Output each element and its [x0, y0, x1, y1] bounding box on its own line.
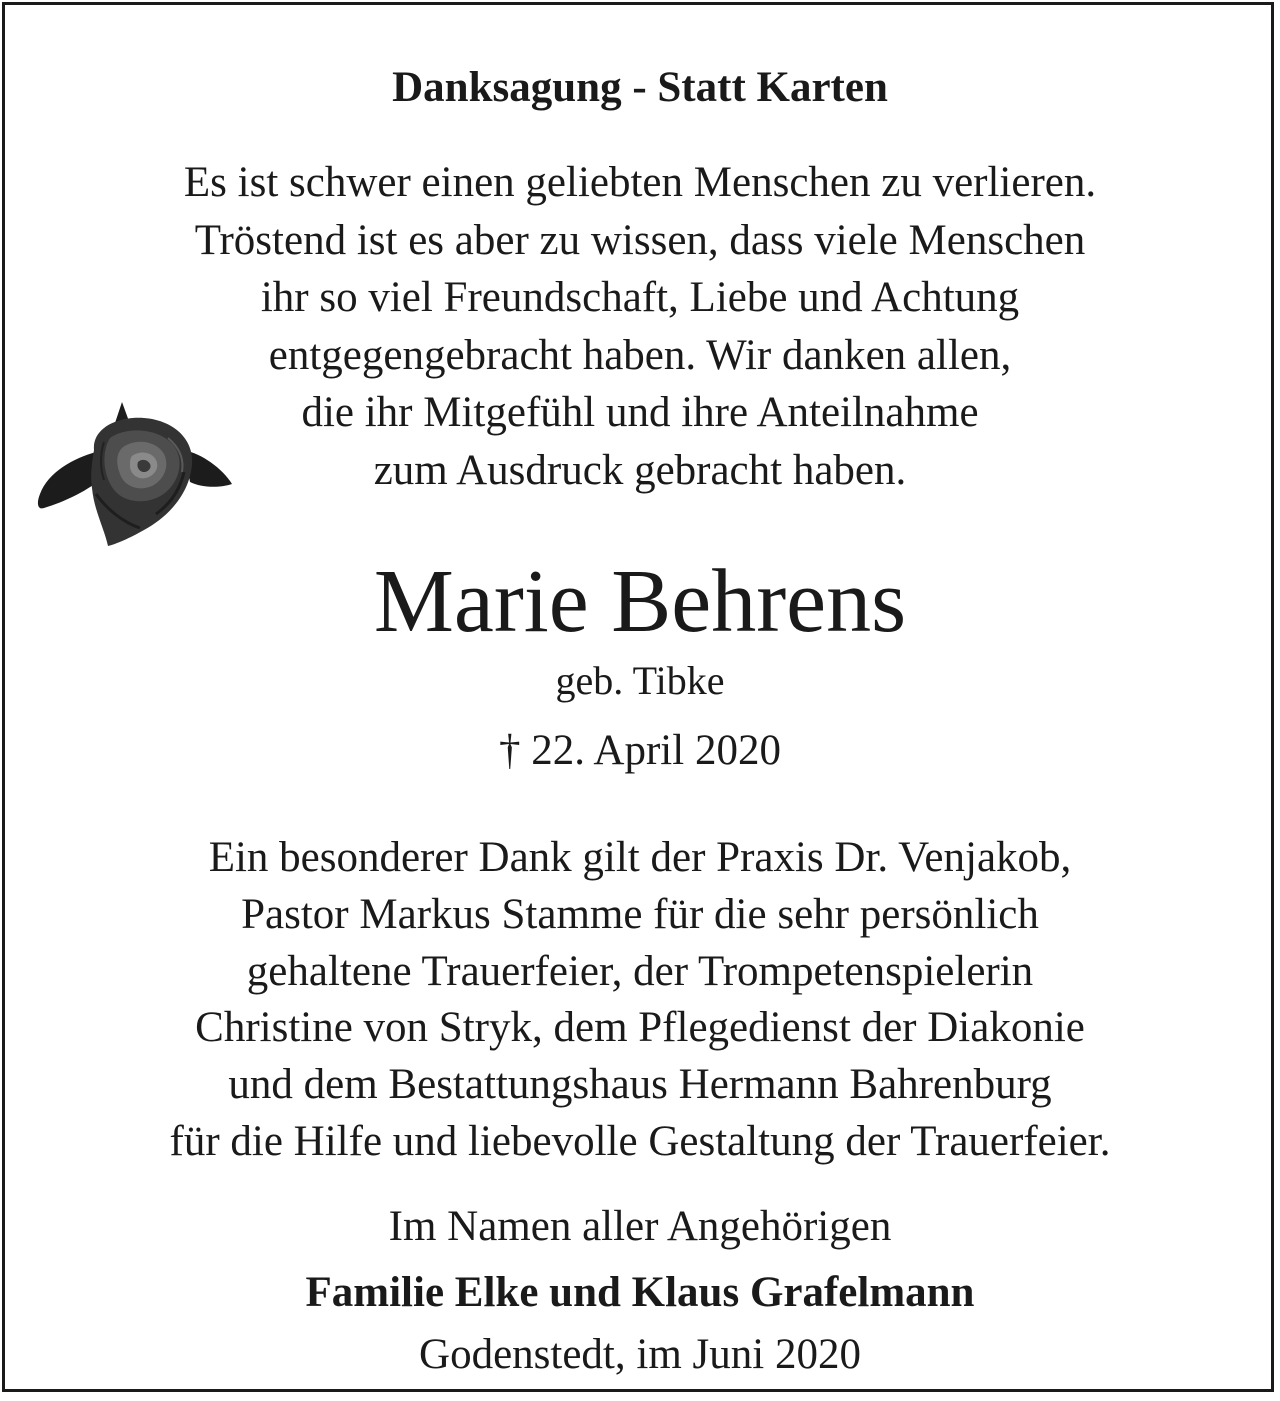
- signoff-text: Im Namen aller Angehörigen: [388, 1203, 892, 1250]
- maiden-name: geb. Tibke: [555, 658, 725, 703]
- intro-line: Tröstend ist es aber zu wissen, dass viele Menschen: [194, 216, 1086, 264]
- intro-line: entgegengebracht haben. Wir danken allen,: [268, 331, 1012, 379]
- place-date: Godenstedt, im Juni 2020: [419, 1331, 861, 1378]
- intro-line: die ihr Mitgefühl und ihre Anteilnahme: [301, 389, 979, 436]
- rose-icon: [34, 398, 238, 550]
- deceased-name: Marie Behrens: [373, 552, 907, 651]
- intro-line: ihr so viel Freundschaft, Liebe und Achtung: [260, 274, 1020, 321]
- thanks-line: gehaltene Trauerfeier, der Trompetenspielerin: [246, 947, 1034, 995]
- intro-line: Es ist schwer einen geliebten Menschen zu verlieren.: [183, 159, 1097, 206]
- thanks-line: Ein besonderer Dank gilt der Praxis Dr. Venjakob,: [208, 834, 1072, 881]
- notice-heading: Danksagung - Statt Karten: [392, 64, 888, 111]
- thanks-text: [0, 830, 1280, 1171]
- death-date: † 22. April 2020: [499, 727, 781, 774]
- family-name: Familie Elke und Klaus Grafelmann: [305, 1269, 975, 1316]
- intro-line: zum Ausdruck gebracht haben.: [373, 446, 907, 494]
- thanks-line: Christine von Stryk, dem Pflegedienst der Diakonie: [195, 1004, 1085, 1052]
- thanks-line: Pastor Markus Stamme für die sehr persönlich: [241, 890, 1039, 938]
- thanks-line: für die Hilfe und liebevolle Gestaltung der Trauerfeier.: [169, 1117, 1111, 1165]
- thanks-line: und dem Bestattungshaus Hermann Bahrenburg: [228, 1061, 1052, 1109]
